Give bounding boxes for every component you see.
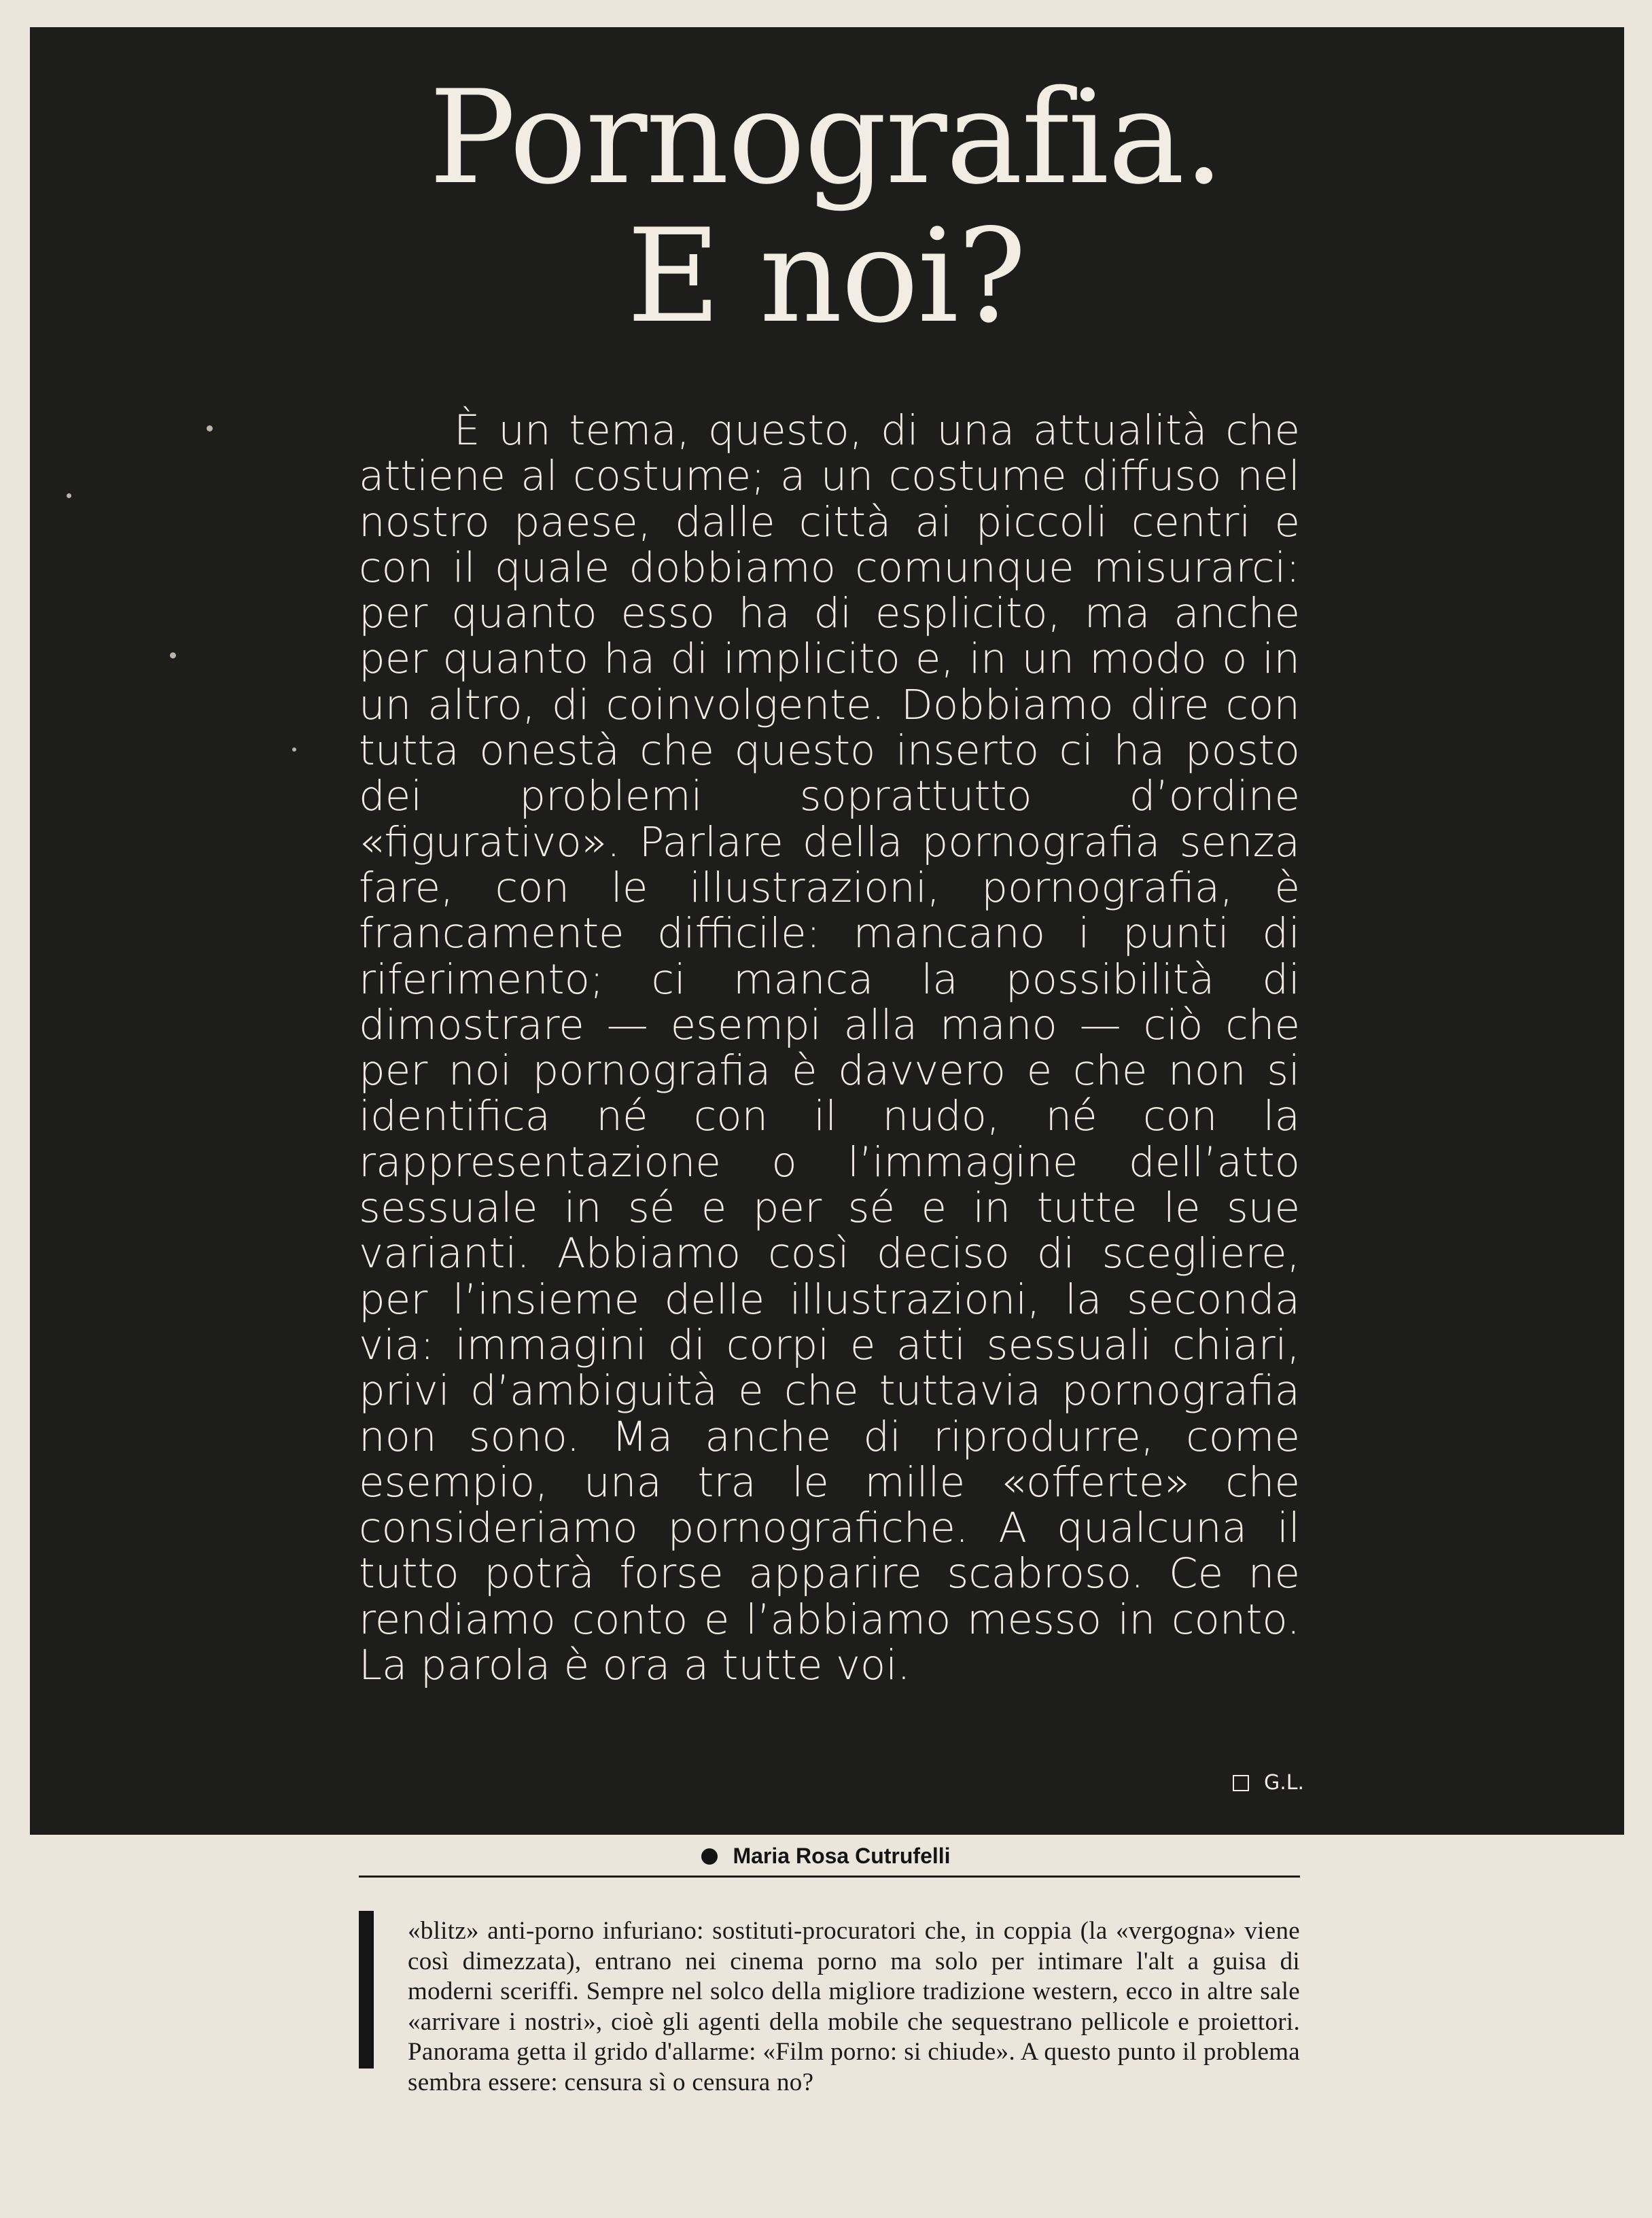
headline-line-1: Pornografia. xyxy=(429,63,1223,213)
print-speck xyxy=(170,652,176,658)
author-byline xyxy=(0,1844,1652,1869)
intro-signature xyxy=(1233,1771,1304,1795)
headline-line-2: E noi? xyxy=(627,201,1025,351)
intro-text: È un tema, questo, di una attualità che attiene al costume; a un costume diffuso nel nostro paese, dalle città ai piccoli centri e con il quale dobbiamo comunque misurarci: per quanto esso ha di esplicito, ma anche per quanto ha di implicito e, in un modo o in un altro, di coinvolgente. Dobbiamo dire con tutta onestà che questo inserto ci ha posto dei problemi soprattutto d’ordine «figurativo». Parlare della pornografia senza fare, con le illustrazioni, pornografia, è francamente difficile: mancano i punti di riferimento; ci manca la possibilità di dimostrare — esempi alla mano — ciò che per noi pornografia è davvero e che non si identifica né con il nudo, né con la rappresentazione o l’immagine dell’atto sessuale in sé e per sé e in tutte le sue varianti. Abbiamo così deciso di scegliere, per l’insieme delle illustrazioni, la seconda via: immagini di corpi e atti sessuali chiari, privi d’ambiguità e che tuttavia pornografia non sono. Ma anche di riprodurre, come esempio, una tra le mille «offerte» che consideriamo pornografiche. A qualcuna il tutto potrà forse apparire scabroso. Ce ne rendiamo conto e l’abbiamo messo in conto. La parola è ora a tutte voi. xyxy=(359,406,1300,1690)
bullet-dot-icon xyxy=(701,1848,718,1865)
drop-cap-I xyxy=(359,1911,374,2069)
article-body: «blitz» anti-porno infuriano: sostituti-procuratori che, in coppia (la «vergogna» viene così dimezzata), entrano nei cinema porno ma solo per intimare l'alt a guisa di moderni sceriffi. Sempre nel solco della migliore tradizione western, ecco in altre sale «arrivare i nostri», cioè gli agenti della mobile che sequestrano pellicole e proiettori. Panorama getta il grido d'allarme: «Film porno: si chiude». A questo punto il problema sembra essere: censura sì o censura no? xyxy=(408,1917,1300,2096)
signature-initials: G.L. xyxy=(1263,1771,1304,1795)
print-speck xyxy=(207,425,213,432)
print-speck xyxy=(292,747,296,752)
section-divider xyxy=(359,1876,1300,1878)
square-bullet-icon xyxy=(1233,1775,1249,1791)
author-name: Maria Rosa Cutrufelli xyxy=(733,1844,951,1868)
print-speck xyxy=(67,493,71,498)
